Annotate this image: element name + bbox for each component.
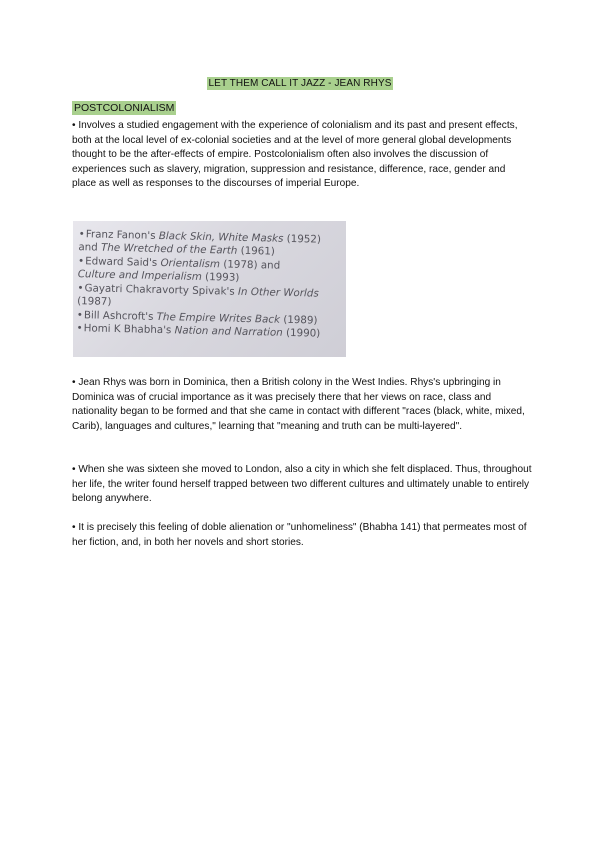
reading-list-photo <box>73 221 346 357</box>
paragraph-postcolonialism: • Involves a studied engagement with the experience of colonialism and its past and present effects, both at the local level of ex-colonial societies and at the level of more general global developments thought to be the after-effects of empire. Postcolonialism often also involves the discussion of experiences such as slavery, migration, suppression and resistance, difference, race, gender and place as well as responses to the discourses of imperial Europe. <box>72 120 518 190</box>
reading-list-item: •Homi K Bhabha's Nation and Narration (1990) <box>76 322 321 341</box>
reading-list-item: •Edward Said's Orientalism (1978) and Culture and Imperialism (1993) <box>77 255 281 284</box>
reading-list-item: •Bill Ashcroft's The Empire Writes Back (1989) <box>76 308 318 327</box>
section-heading: POSTCOLONIALISM <box>74 102 175 114</box>
title-wrapper <box>0 73 600 91</box>
reading-list <box>73 221 346 342</box>
reading-list-item: •Franz Fanon's Black Skin, White Masks (1952) and The Wretched of the Earth (1961) <box>78 228 322 258</box>
paragraph-unhomeliness: • It is precisely this feeling of doble alienation or "unhomeliness" (Bhabha 141) that permeates most of her fiction, and, in both her novels and short stories. <box>72 522 527 548</box>
document-title: LET THEM CALL IT JAZZ - JEAN RHYS <box>208 78 392 89</box>
paragraph-london: • When she was sixteen she moved to London, also a city in which she felt displaced. Thus, throughout her life, the writer found herself trapped between two different cultures and ultimately unable to entirely belong anywhere. <box>72 464 532 505</box>
reading-list-item: •Gayatri Chakravorty Spivak's In Other Worlds (1987) <box>77 281 319 308</box>
paragraph-jean-rhys-birth: • Jean Rhys was born in Dominica, then a British colony in the West Indies. Rhys's upbringing in Dominica was of crucial importance as it was precisely there that her views on race, class and nationality began to be formed and that she came in contact with different "races (black, white, mixed, Carib), languages and cultures," learning that "meaning and truth can be multi-layered". <box>72 377 525 432</box>
